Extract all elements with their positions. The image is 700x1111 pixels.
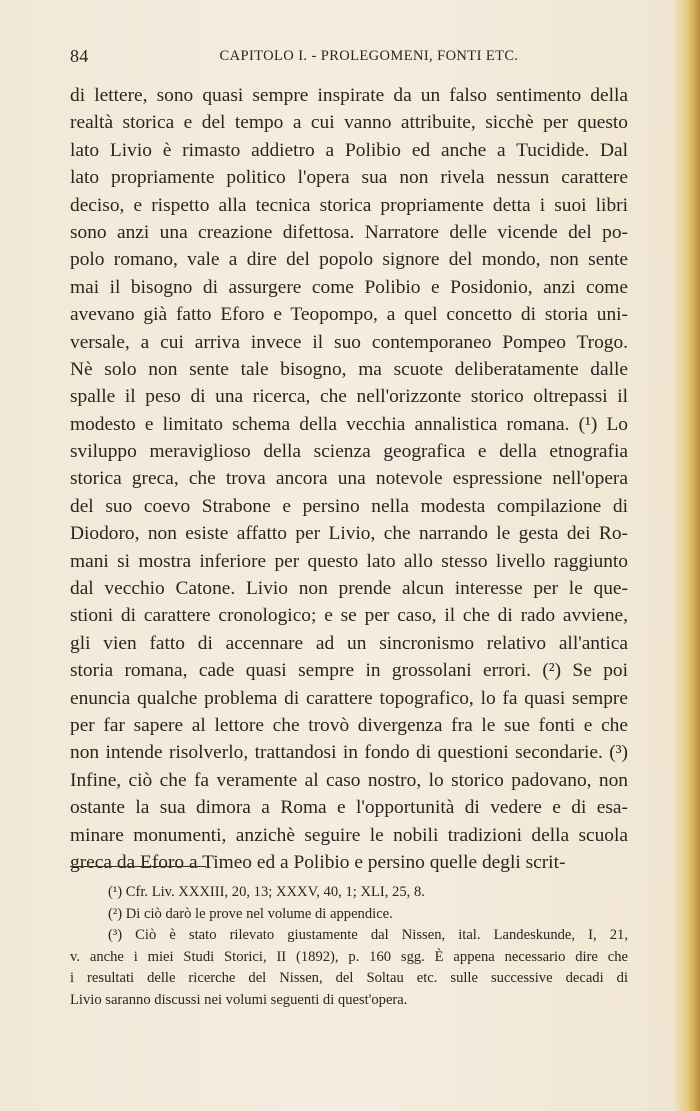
body-line: stioni di carattere cronologico; e se per caso, il che di rado avviene, (70, 605, 628, 627)
body-line: mani si mostra inferiore per questo lato allo stesso livello raggiunto (70, 550, 628, 572)
page-edge (688, 0, 700, 1111)
running-title: CAPITOLO I. - PROLEGOMENI, FONTI ETC. (219, 48, 519, 64)
body-line: enuncia qualche problema di carattere topografico, lo fa quasi sempre (70, 687, 628, 709)
body-line: sono anzi una creazione difettosa. Narratore delle vicende del po- (70, 221, 628, 243)
body-line: greca da Eforo a Timeo ed a Polibio e persino quelle degli scrit- (70, 851, 566, 873)
body-line: Diodoro, non esiste affatto per Livio, che narrando le gesta dei Ro- (70, 523, 628, 545)
body-line: lato Livio è rimasto addietro a Polibio ed anche a Tucidide. Dal (70, 139, 628, 161)
footnote-3-continued: v. anche i miei Studi Storici, II (1892), p. 160 sgg. È appena necessario dire che (70, 948, 628, 965)
footnotes (70, 882, 628, 1012)
body-line: sviluppo meraviglioso della scienza geografica e della etnografia (70, 441, 628, 463)
running-head (70, 46, 628, 68)
body-line: deciso, e rispetto alla tecnica storica propriamente detta i suoi libri (70, 194, 628, 216)
footnote-3-continued: i resultati delle ricerche del Nissen, del Soltau etc. sulle successive decadi di (70, 970, 628, 987)
footnote-3: (³) Ciò è stato rilevato giustamente dal Nissen, ital. Landeskunde, I, 21, (108, 927, 628, 944)
footnote-separator (70, 866, 206, 867)
body-line: Infine, ciò che fa veramente al caso nostro, lo storico padovano, non (70, 769, 628, 791)
body-line: spalle il peso di una ricerca, che nell'orizzonte storico oltrepassi il (70, 386, 628, 408)
body-line: mai il bisogno di assurgere come Polibio e Posidonio, anzi come (70, 276, 628, 298)
body-line: storica greca, che trova ancora una notevole espressione nell'opera (70, 468, 628, 490)
body-line: storia romana, cade quasi sempre in grossolani errori. (²) Se poi (70, 660, 628, 682)
body-line: realtà storica e del tempo a cui vanno attribuite, sicchè per questo (70, 112, 628, 134)
body-line: di lettere, sono quasi sempre inspirate da un falso sentimento della (70, 85, 628, 106)
body-line: avevano già fatto Eforo e Teopompo, a quel concetto di storia uni- (70, 304, 628, 326)
body-line: per far sapere al lettore che trovò divergenza fra le sue fonti e che (70, 714, 628, 736)
body-line: ostante la sua dimora a Roma e l'opportunità di vedere e di esa- (70, 797, 628, 819)
body-line: versale, a cui arriva invece il suo contemporaneo Pompeo Trogo. (70, 331, 628, 353)
body-line: modesto e limitato schema della vecchia annalistica romana. (¹) Lo (70, 413, 628, 435)
body-line: del suo coevo Strabone e persino nella modesta compilazione di (70, 495, 628, 517)
body-line: minare monumenti, anzichè seguire le nobili tradizioni della scuola (70, 824, 628, 846)
body-line: Nè solo non sente tale bisogno, ma scuote deliberatamente dalle (70, 358, 628, 380)
body-line: non intende risolverlo, trattandosi in fondo di questioni secondarie. (³) (70, 742, 628, 764)
footnote-2: (²) Di ciò darò le prove nel volume di appendice. (108, 905, 393, 922)
body-line: polo romano, vale a dire del popolo signore del mondo, non sente (70, 249, 628, 271)
footnote-3-continued: Livio saranno discussi nei volumi seguenti di quest'opera. (70, 991, 408, 1008)
body-text (70, 82, 628, 876)
body-line: gli vien fatto di accennare ad un sincronismo relativo all'antica (70, 632, 628, 654)
body-line: lato propriamente politico l'opera sua non rivela nessun carattere (70, 167, 628, 189)
footnote-1: (¹) Cfr. Liv. XXXIII, 20, 13; XXXV, 40, 1; XLI, 25, 8. (108, 884, 425, 900)
body-line: dal vecchio Catone. Livio non prende alcun interesse per le que- (70, 578, 628, 600)
page-number: 84 (70, 46, 89, 66)
